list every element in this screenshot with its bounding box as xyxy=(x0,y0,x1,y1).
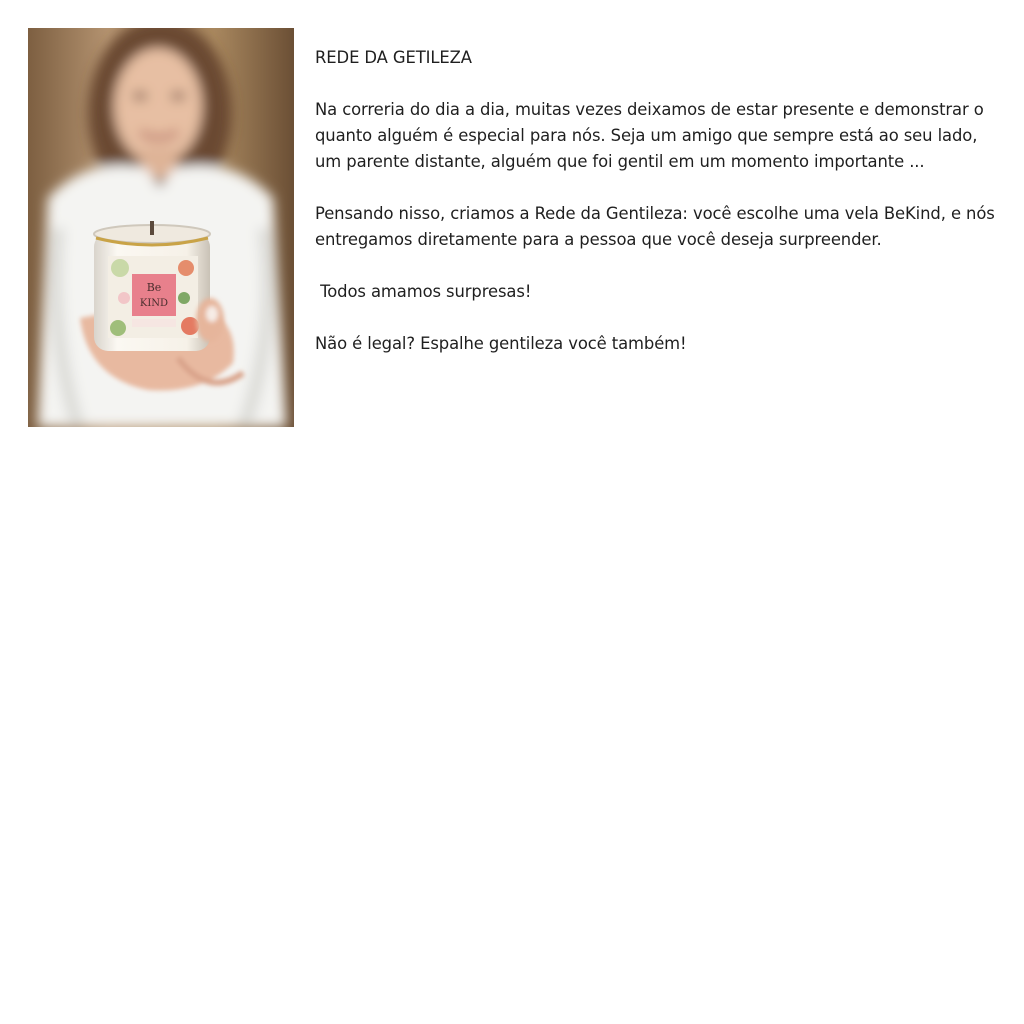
article-paragraph-network: Pensando nisso, criamos a Rede da Gentileza: você escolhe uma vela BeKind, e nós entregamos diretamente para a pessoa que você deseja surpreender. xyxy=(315,204,1000,249)
svg-text:KIND: KIND xyxy=(139,298,169,309)
svg-text:Be: Be xyxy=(146,281,162,294)
article-text xyxy=(315,45,1005,383)
article-paragraph-surprises: Todos amamos surpresas! xyxy=(315,282,532,301)
article-paragraph-intro: Na correria do dia a dia, muitas vezes deixamos de estar presente e demonstrar o quanto alguém é especial para nós. Seja um amigo que sempre está ao seu lado, um parente distante, alguém que foi gentil em um momento importante ... xyxy=(315,100,989,171)
product-photo xyxy=(28,28,294,427)
article-paragraph-cta: Não é legal? Espalhe gentileza você também! xyxy=(315,334,687,353)
article-title: REDE DA GETILEZA xyxy=(315,48,472,67)
